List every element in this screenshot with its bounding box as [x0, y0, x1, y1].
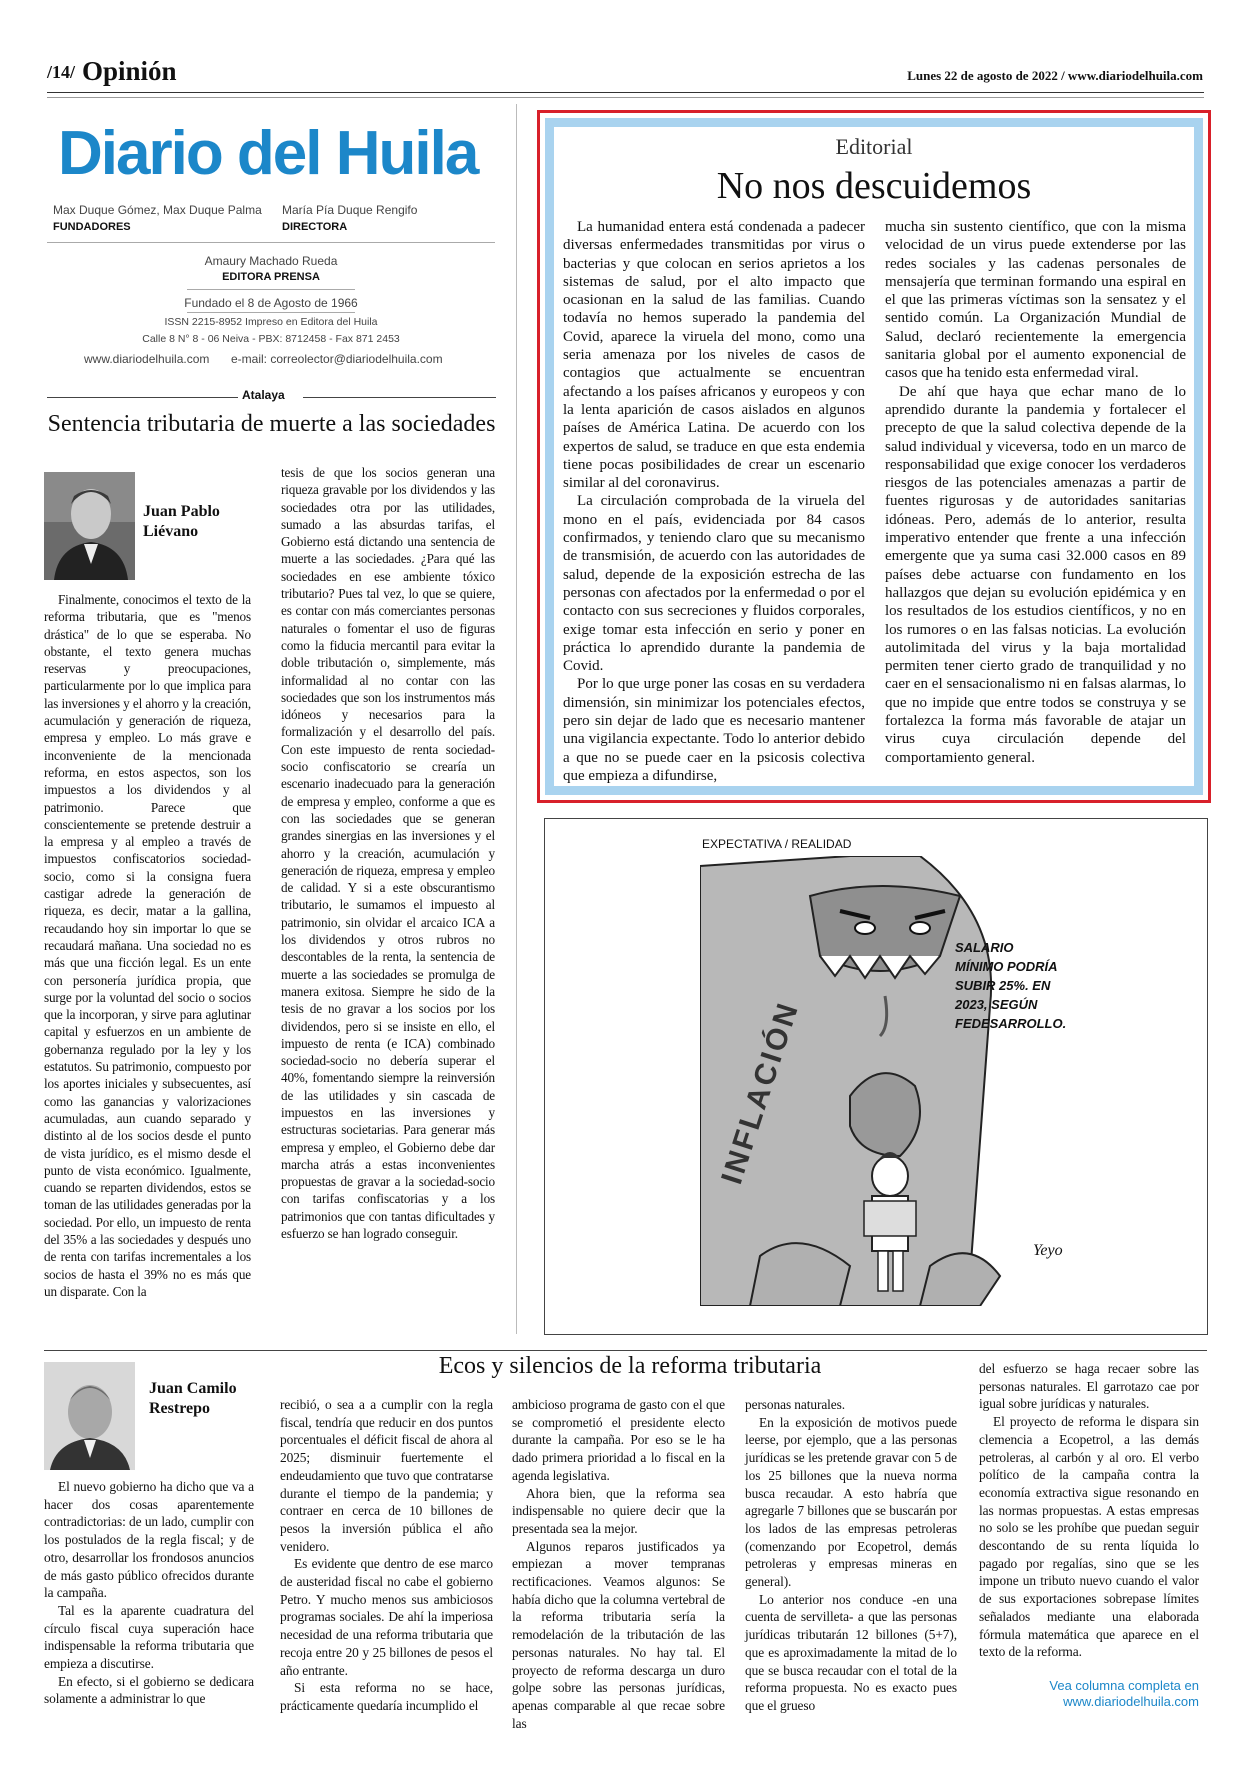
editorial-paragraph: La circulación comprobada de la viruela del mono en el país, evidenciada por 84 casos confirmados, y teniendo claro que su mecanismo de transmisión, de acuerdo con las autoridades de salud, depende de la exposición estrecha de las personas con afectados por la enfermedad o por el contacto con sus secreciones y fluidos corporales, exige tomar esta infección en serio y poner en práctica lo aprendido durante la pandemia de Covid.: [563, 493, 865, 675]
ecos-headline: Ecos y silencios de la reforma tributaria: [438, 1353, 822, 1379]
website-link[interactable]: www.diariodelhuila.com: [84, 352, 210, 366]
ecos-paragraph: En la exposición de motivos puede leerse, por ejemplo, que a las personas jurídicas se les pretende gravar con 5 de los 25 billones que la nueva norma busca recaudar. A esto habría que agregarle 7 billones que se buscarán por los lados de las empresas petroleras (comenzando por Ecopetrol, demás petroleras y empresas mineras en general).: [745, 1414, 957, 1590]
read-more-link[interactable]: [979, 1678, 1199, 1710]
editorial-headline: No nos descuidemos: [716, 165, 1032, 207]
ecos-paragraph: El proyecto de reforma le dispara sin clemencia a Ecopetrol, a las demás petroleras, al carbón y al oro. El verbo político de la campaña contra la economía extractiva sigue resonando en las normas propuestas. A estas empresas no solo se les prohíbe que puedan seguir descontando de su renta líquida lo pagado por regalías, sino que se les impone un tributo nuevo cuando el valor de sus exportaciones sobrepase límites señalados mediante una elaborada fórmula matemática que aparece en el texto de la reforma.: [979, 1414, 1199, 1660]
founders-label: FUNDADORES: [53, 221, 131, 233]
ecos-column-3: [512, 1396, 725, 1732]
bottom-section-rule: [44, 1350, 1207, 1351]
ecos-paragraph: Lo anterior nos conduce -en una cuenta de servilleta- a que las personas jurídicas tributarán 12 billones (5+7), que es aproximadamente la mitad de lo que se busca recaudar con el total de la reforma propuesta. No es exacto pues que el grueso: [745, 1591, 957, 1713]
founded-date: Fundado el 8 de Agosto de 1966: [184, 296, 358, 310]
ecos-paragraph: Es evidente que dentro de ese marco de austeridad fiscal no cabe el gobierno Petro. Y mucho menos sus ambiciosos programas sociales. De ahí la imperiosa necesidad de una reforma tributaria que recoja entre 20 y 25 billones de pesos el año entrante.: [280, 1556, 493, 1678]
speech-line: 2023, SEGÚN: [955, 997, 1038, 1012]
atalaya-col1-text: Finalmente, conocimos el texto de la reforma tributaria, que es "menos drástica" de lo que se esperaba. No obstante, el texto genera muchas reservas y preocupaciones, particularmente por lo que implica para las inversiones y el ahorro y la creación, acumulación y generación de riqueza, empresa y empleo. Lo más grave e inconveniente de la mencionada reforma, en estos aspectos, son los impuestos a los dividendos y al patrimonio. Parece que conscientemente se pretende destruir a la empresa y al empleo a través de impuestos confiscatorios sociedad-socio, como si la consigna fuera castigar adrede la generación de riqueza, es decir, matar a la gallina, recaudando hoy sin importar lo que se recaudará mañana. Una sociedad no es más que una ficción legal. Es un ente con personería jurídica propia, que surge por la voluntad del socio o socios que la incorporan, y sirve para aglutinar capital y esfuerzos en un ambiente de gobernanza regulado por la ley y los estatutos. Su patrimonio, compuesto por los aportes iniciales y subsecuentes, así como las ganancias y valorizaciones acumuladas, aun cuando separado y distinto al de los socios desde el punto de vista jurídico, es el mismo desde el punto de vista económico. Igualmente, cuando se reparten dividendos, estos se toman de las utilidades generadas por la sociedad. Por ello, un impuesto de renta del 35% a las sociedades y después uno de renta con tarifas incrementales a los socios de hasta el 39% no es más que un disparate. Con la: [44, 592, 251, 1299]
editorial-column-1: [563, 218, 865, 785]
section-title: Opinión: [82, 56, 177, 86]
editorial-paragraph: Por lo que urge poner las cosas en su verdadera dimensión, sin minimizar los potenciales efectos, pero sin dejar de lado que es necesario mantener una vigilancia expectante. Todo lo anterior debido a que no se puede caer en la psicosis colectiva que empieza a difundirse,: [563, 676, 865, 784]
ecos-paragraph: del esfuerzo se haga recaer sobre las personas naturales. El garrotazo cae por igual sobre jurídicas y naturales.: [979, 1361, 1199, 1412]
director-name: María Pía Duque Rengifo: [282, 203, 418, 217]
speech-line: MÍNIMO PODRÍA: [955, 959, 1058, 974]
author-name-lievano: Juan Pablo Liévano: [143, 503, 220, 540]
header-rule-2: [47, 97, 1204, 98]
editorial-kicker: Editorial: [835, 134, 913, 159]
ecos-paragraph: personas naturales.: [745, 1397, 845, 1412]
editor-name: Amaury Machado Rueda: [204, 254, 338, 268]
atalaya-column-2: [281, 464, 495, 1242]
ecos-column-1: [44, 1478, 254, 1708]
read-more-line-2: www.diariodelhuila.com: [1063, 1694, 1199, 1709]
ecos-paragraph: Ahora bien, que la reforma sea indispensable no quiere decir que la presentada sea la mejor.: [512, 1485, 725, 1536]
editorial-paragraph: De ahí que haya que echar mano de lo aprendido durante la pandemia y fortalecer el precepto de que la salud colectiva depende de la salud individual y viceversa, todo en un marco de responsabilidad que exige conocer los verdaderos riesgos de las potenciales amenazas a partir de fuentes rigurosas y de autoridades sanitarias idóneas. Pero, además de lo anterior, resulta imperativo entender que frente a una infección emergente que ya suma casi 32.000 casos en 89 países debe actuarse con fundamento en los hallazgos que dejan su evolución epidémica y en los resultados de los estudios científicos, y no en los rumores o en las falsas noticias. La evolución autolimitada del virus y la baja mortalidad permiten tener cierto grado de tranquilidad y no caer en el sensacionalismo ni en falsas alarmas, lo que no impide que entre todos se construya y se fortalezca la forma más favorable de atajar un virus cuya circulación depende del comportamiento general.: [885, 383, 1186, 766]
ecos-paragraph: Si esta reforma no se hace, prácticamente quedaría incumplido el: [280, 1680, 493, 1713]
author-photo-lievano: [44, 472, 135, 580]
ecos-column-2: [280, 1396, 493, 1715]
speech-line: SUBIR 25%. EN: [955, 978, 1051, 993]
cartoon-signature: Yeyo: [1033, 1242, 1063, 1259]
author-photo-restrepo: [44, 1362, 135, 1470]
masthead-logo: Diario del Huila: [58, 119, 478, 188]
ecos-column-5: [979, 1360, 1199, 1661]
issn-line: ISSN 2215-8952 Impreso en Editora del Huila: [164, 316, 378, 328]
atalaya-rule-left: [47, 397, 238, 398]
editorial-paragraph: mucha sin sustento científico, que con la misma velocidad de un virus puede extenderse por las redes sociales y las cadenas personales de mensajería que terminan formando una espiral en el que las primeras víctimas son la sensatez y el sentido común. La Organización Mundial de Salud, declaró recientemente la emergencia sanitaria global por el aumento exponencial de casos que ha tenido esta enfermedad viral.: [885, 219, 1186, 382]
header-rule: [47, 92, 1204, 93]
director-label: DIRECTORA: [282, 221, 348, 233]
ecos-paragraph: ambicioso programa de gasto con el que se comprometió el presidente electo durante la campaña. Por eso se le ha dado primera prioridad a lo fiscal en la agenda legislativa.: [512, 1397, 725, 1483]
masthead-rule: [47, 242, 495, 243]
founders-names: Max Duque Gómez, Max Duque Palma: [53, 203, 262, 217]
cartoon-title: EXPECTATIVA / REALIDAD: [702, 837, 852, 851]
atalaya-rule-right: [303, 397, 496, 398]
speech-line: SALARIO: [955, 940, 1014, 955]
read-more-line-1: Vea columna completa en: [1049, 1678, 1199, 1693]
ecos-paragraph: Algunos reparos justificados ya empiezan a mover tempranas rectificaciones. Veamos algunos: Se había dicho que la columna vertebral de la reforma tributaria sería la remodelación de la tributación de las personas naturales. No hay tal. El proyecto de reforma descarga un duro golpe sobre las personas jurídicas, apenas comparable al que recae sobre las: [512, 1538, 725, 1731]
editorial-column-2: [885, 218, 1186, 767]
atalaya-headline: Sentencia tributaria de muerte a las sociedades: [47, 411, 496, 437]
address-line: Calle 8 N° 8 - 06 Neiva - PBX: 8712458 - Fax 871 2453: [142, 333, 400, 345]
atalaya-column-1: [44, 591, 251, 1300]
editor-label: EDITORA PRENSA: [222, 271, 320, 283]
column-divider: [516, 104, 517, 1334]
inflation-label: INFLACIÓN: [715, 996, 806, 1189]
speech-line: FEDESARROLLO.: [955, 1016, 1067, 1031]
cartoon-drawing: [700, 856, 1080, 1306]
email-link[interactable]: e-mail: correolector@diariodelhuila.com: [231, 352, 443, 366]
editorial-paragraph: La humanidad entera está condenada a padecer diversas enfermedades transmitidas por virus o bacterias y que colocan en serios aprietos a los sistemas de salud, por el alto impacto que ocasionan en la salud de las familias. Cuando todavía no hemos superado la pandemia del Covid, aparece la viruela del mono, como una seria amenaza por los niveles de casos de contagios que actualmente se encuentran afectando a los países africanos y europeos y con la lenta aparición de casos aislados en algunos países de América Latina. De acuerdo con los expertos de salud, se traduce en que esta endemia tiene pocas posibilidades de crear un escenario similar al del coronavirus.: [563, 219, 865, 492]
masthead-rule-3: [187, 312, 355, 313]
ecos-paragraph: Tal es la aparente cuadratura del círculo fiscal cuya superación hace indispensable la reforma tributaria que empieza a discutirse.: [44, 1602, 254, 1672]
ecos-paragraph: El nuevo gobierno ha dicho que va a hacer dos cosas aparentemente contradictorias: de un lado, cumplir con los postulados de la regla fiscal; y de otro, desarrollar los frondosos anuncios de más gasto público ofrecidos durante la campaña.: [44, 1479, 254, 1601]
ecos-paragraph: recibió, o sea a a cumplir con la regla fiscal, tendría que reducir en dos puntos porcentuales el déficit fiscal de ahora al 2025; disminuir fuertemente el endeudamiento que tuvo que contratarse durante el tiempo de la pandemia; y contraer en cerca de 10 billones de pesos la inversión pública el año venidero.: [280, 1397, 493, 1554]
page-number: /14/: [47, 62, 76, 82]
atalaya-label: Atalaya: [242, 388, 285, 402]
ecos-column-4: [745, 1396, 957, 1715]
cartoon-speech: [955, 938, 1066, 1033]
dateline: Lunes 22 de agosto de 2022 / www.diariodelhuila.com: [907, 68, 1203, 83]
ecos-paragraph: En efecto, si el gobierno se dedicara solamente a administrar lo que: [44, 1673, 254, 1707]
atalaya-col2-text: tesis de que los socios generan una riqueza gravable por los dividendos y las sociedades otra por las utilidades, sumado a las absurdas tarifas, el Gobierno está dictando una sentencia de muerte a las sociedades. ¿Para qué las sociedades en ese ambiente tóxico tributario? Pues tal vez, lo que se quiere, es contar con más comerciantes personas naturales o fomentar el uso de figuras como la fiducia mercantil para evitar la doble tributación o, simplemente, más informalidad al no contar con las sociedades que son los instrumentos más idóneos y necesarios para la formalización y el desarrollo del país. Con este impuesto de renta sociedad-socio confiscatorio se crearía un escenario inadecuado para la generación de empresa y empleo, conforme a que es con las sociedades que se generan grandes sinergias en las inversiones y el ahorro y la creación, acumulación y generación de riqueza, empresa y empleo de calidad. Y si a este obscurantismo tributario, le sumamos el impuesto al patrimonio, sin olvidar el arcaico ICA a los dividendos y otros rubros no descontables de la renta, la sentencia de muerte a las sociedades se promulga de manera exitosa. Siempre he sido de la tesis de no gravar a los socios por los dividendos, pero si se insiste en ello, el impuesto de renta (e ICA) combinado sociedad-socio no debería superar el 40%, fomentando siempre la reinversión de las utilidades y sin cascada de impuestos en las inversiones y estructuras societarias. Para generar más empresa y empleo, el Gobierno debe dar marcha atrás a estas inconvenientes propuestas de gravar a la sociedad-socio con tarifas confiscatorias y a los patrimonios que con tantas dificultades y esfuerzo se han logrado conseguir.: [281, 465, 495, 1242]
author-name-restrepo: Juan Camilo Restrepo: [149, 1380, 237, 1417]
masthead-rule-2: [187, 289, 355, 290]
